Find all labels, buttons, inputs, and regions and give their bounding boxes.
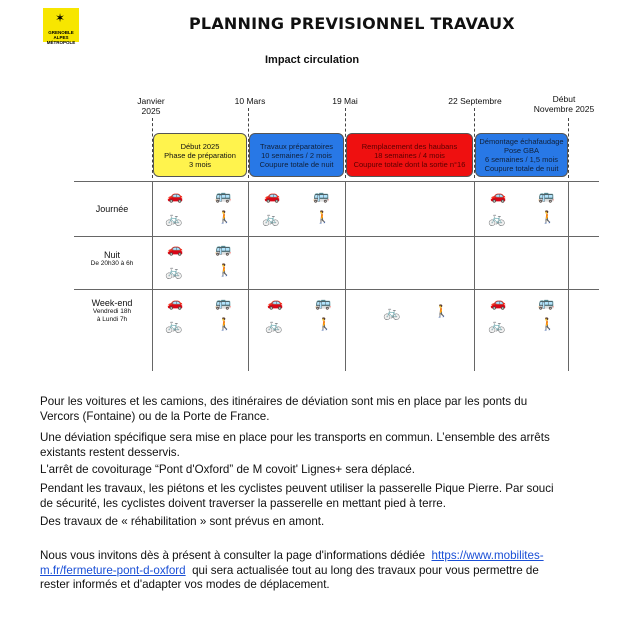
logo-text: GRENOBLE ALPES MÉTROPOLE xyxy=(46,30,76,45)
bus-icon: 🚌 xyxy=(215,295,232,310)
bicycle-icon: 🚲 xyxy=(488,317,506,333)
bicycle-icon: 🚲 xyxy=(265,317,283,333)
date-22-septembre: 22 Septembre xyxy=(448,96,502,106)
info-paragraph-deviation-vehicules: Pour les voitures et les camions, des itinéraires de déviation sont mis en place par les ponts du Vercors (Fontaine) ou de la Porte de France. xyxy=(40,395,528,423)
bus-icon: 🚌 xyxy=(313,188,330,203)
pedestrian-icon: 🚶 xyxy=(540,210,555,224)
pedestrian-icon: 🚶 xyxy=(317,317,332,331)
bus-icon: 🚌 xyxy=(215,188,232,203)
metropole-logo xyxy=(43,8,79,45)
phase-preparation: Début 2025 Phase de préparation 3 mois xyxy=(153,133,247,177)
pedestrian-icon: 🚶 xyxy=(434,304,449,318)
date-10-mars: 10 Mars xyxy=(234,96,266,106)
bicycle-icon: 🚲 xyxy=(165,263,183,279)
bus-icon: 🚌 xyxy=(538,295,555,310)
info-paragraph-pietons-cyclistes: Pendant les travaux, les piétons et les cyclistes peuvent utiliser la passerelle Pique Pierre. Par souci de sécurité, les cyclistes doivent traverser la passerelle en mettant pied à terre. xyxy=(40,482,554,510)
bicycle-icon: 🚲 xyxy=(262,210,280,226)
row-label-journee: Journée xyxy=(95,204,129,214)
car-icon: 🚗 xyxy=(490,188,507,203)
info-paragraph-rehabilitation: Des travaux de « réhabilitation » sont prévus en amont. xyxy=(40,515,325,528)
page-title: PLANNING PREVISIONNEL TRAVAUX xyxy=(189,14,515,33)
bicycle-icon: 🚲 xyxy=(383,304,401,320)
phase-remplacement-haubans: Remplacement des haubans 18 semaines / 4 mois Coupure totale dont la sortie n°16 xyxy=(346,133,473,177)
info-link[interactable]: https://www.mobilites- m.fr/fermeture-pont-d-oxford xyxy=(40,549,544,577)
car-icon: 🚗 xyxy=(167,241,184,256)
bicycle-icon: 🚲 xyxy=(165,210,183,226)
car-icon: 🚗 xyxy=(490,295,507,310)
bus-icon: 🚌 xyxy=(315,295,332,310)
row-label-nuit: Nuit De 20h30 à 6h xyxy=(90,250,134,267)
bus-icon: 🚌 xyxy=(215,241,232,256)
car-icon: 🚗 xyxy=(167,295,184,310)
pedestrian-icon: 🚶 xyxy=(217,317,232,331)
car-icon: 🚗 xyxy=(267,295,284,310)
bicycle-icon: 🚲 xyxy=(488,210,506,226)
car-icon: 🚗 xyxy=(167,188,184,203)
phase-demontage-echafaudage: Démontage échafaudage Pose GBA 6 semaines / 1,5 mois Coupure totale de nuit xyxy=(475,133,568,177)
car-icon: 🚗 xyxy=(264,188,281,203)
table-line xyxy=(474,181,475,371)
pedestrian-icon: 🚶 xyxy=(315,210,330,224)
info-paragraph-transports: Une déviation spécifique sera mise en place pour les transports en commun. L’ensemble des arrêts existants restent desservis. xyxy=(40,431,550,459)
bus-icon: 🚌 xyxy=(538,188,555,203)
pedestrian-icon: 🚶 xyxy=(540,317,555,331)
date-marker xyxy=(568,118,569,178)
table-line xyxy=(345,181,346,371)
logo-symbol-icon: ✶ xyxy=(55,11,66,25)
info-paragraph-invitation: Nous vous invitons dès à présent à consulter la page d'informations dédiée https://www.mobilites- m.fr/fermeture-pont-d-oxford qui sera actualisée tout au long des travaux pour vous permettre de rester informés et d'adapter vos modes de déplacement. xyxy=(40,549,544,591)
date-janvier: Janvier 2025 xyxy=(137,96,165,116)
table-line xyxy=(248,181,249,371)
phase-travaux-preparatoires: Travaux préparatoires 10 semaines / 2 mois Coupure totale de nuit xyxy=(249,133,344,177)
date-debut-novembre: Début Novembre 2025 xyxy=(533,94,595,114)
info-paragraph-covoiturage: L'arrêt de covoiturage “Pont d'Oxford” de M covoit' Lignes+ sera déplacé. xyxy=(40,463,415,476)
pedestrian-icon: 🚶 xyxy=(217,210,232,224)
date-19-mai: 19 Mai xyxy=(332,96,358,106)
table-line xyxy=(152,181,153,371)
page-subtitle: Impact circulation xyxy=(265,54,360,66)
bicycle-icon: 🚲 xyxy=(165,317,183,333)
pedestrian-icon: 🚶 xyxy=(217,263,232,277)
row-label-week-end: Week-end Vendredi 18h à Lundi 7h xyxy=(91,298,133,323)
table-line xyxy=(568,181,569,371)
